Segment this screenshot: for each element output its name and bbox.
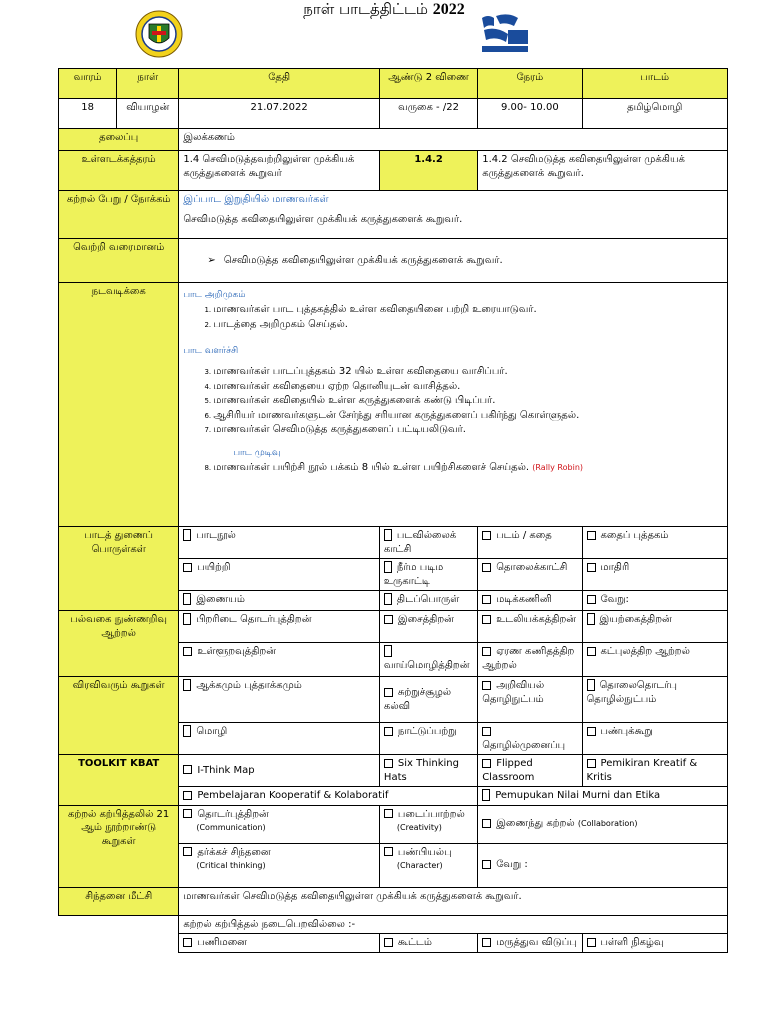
checkbox-item[interactable]: இயற்கைத்திறன்: [582, 611, 727, 643]
checkbox-icon[interactable]: [183, 529, 191, 541]
checkbox-icon[interactable]: [587, 647, 596, 656]
checkbox-item[interactable]: மொழி: [179, 723, 380, 755]
checkbox-icon[interactable]: [384, 529, 392, 541]
list-item: 7. மாணவர்கள் செவிமடுத்த கருத்துகளைப் பட்டியலிடுவர்.: [213, 423, 723, 437]
learning-standard-code: 1.4.2: [379, 151, 477, 191]
dev-title: பாட வளர்ச்சி: [183, 346, 239, 357]
checkbox-icon[interactable]: [384, 938, 393, 947]
checkbox-item[interactable]: இசைத்திறன்: [379, 611, 477, 643]
checkbox-icon[interactable]: [587, 679, 595, 691]
checkbox-icon[interactable]: [482, 531, 491, 540]
list-item: 3. மாணவர்கள் பாடப்புத்தகம் 32 யில் உள்ள கவிதையை வாசிப்பர்.: [213, 365, 723, 379]
checkbox-item[interactable]: மருத்துவ விடுப்பு: [478, 934, 582, 953]
reflection-text: மாணவர்கள் செவிமடுத்த கவிதையிலுள்ள முக்கியக் கருத்துகளைக் கூறுவர்.: [179, 887, 728, 915]
checkbox-icon[interactable]: [587, 613, 595, 625]
checkbox-item[interactable]: தர்க்கச் சிந்தனை (Critical thinking): [179, 843, 380, 887]
checkbox-icon[interactable]: [183, 647, 192, 656]
list-item: 6. ஆசிரியர் மாணவர்களுடன் சேர்ந்து சரியான கருத்துகளைப் பகிர்ந்து கொள்ளுதல்.: [213, 409, 723, 423]
reflection-label: சிந்தனை மீட்சி: [59, 887, 179, 915]
checkbox-icon[interactable]: [384, 615, 393, 624]
checkbox-item[interactable]: தொலைதொடர்பு தொழில்நுட்பம்: [582, 677, 727, 723]
checkbox-icon[interactable]: [183, 725, 191, 737]
header-date: தேதி: [179, 69, 380, 99]
checkbox-item[interactable]: வேறு:: [582, 591, 727, 611]
learning-standard: 1.4.2 செவிமடுத்த கவிதையிலுள்ள முக்கியக் கருத்துகளைக் கூறுவர்.: [478, 151, 728, 191]
school-crest-logo: [135, 10, 183, 58]
checkbox-item[interactable]: நீர்ம படிம உருகாட்டி: [379, 559, 477, 591]
checkbox-item[interactable]: I-Think Map: [179, 755, 380, 787]
checkbox-item[interactable]: நாட்டுப்பற்று: [379, 723, 477, 755]
header-year-class: ஆண்டு 2 விணை: [379, 69, 477, 99]
checkbox-item[interactable]: பாடநூல்: [179, 527, 380, 559]
checkbox-icon[interactable]: [587, 563, 596, 572]
date-value: 21.07.2022: [179, 99, 380, 129]
checkbox-item[interactable]: பிறரிடை தொடர்புத்திறன்: [179, 611, 380, 643]
checkbox-icon[interactable]: [384, 847, 393, 856]
time-value: 9.00- 10.00: [478, 99, 582, 129]
checkbox-icon[interactable]: [183, 613, 191, 625]
checkbox-icon[interactable]: [587, 759, 596, 768]
standard-label: உள்ளடக்கத்தரம்: [59, 151, 179, 191]
checkbox-icon[interactable]: [384, 593, 392, 605]
list-item: [213, 461, 723, 475]
end-steps: [183, 461, 723, 475]
intro-steps: [183, 303, 723, 331]
checkbox-icon[interactable]: [482, 938, 491, 947]
not-conducted-note: கற்றல் கற்பித்தல் நடைபெறவில்லை :-: [179, 915, 728, 934]
checkbox-icon[interactable]: [482, 819, 491, 828]
header-time: நேரம்: [478, 69, 582, 99]
checkbox-icon[interactable]: [587, 727, 596, 736]
checkbox-item[interactable]: பண்புக்கூறு: [582, 723, 727, 755]
title-tamil: நாள் பாடத்திட்டம்: [303, 0, 428, 18]
checkbox-item[interactable]: கூட்டம்: [379, 934, 477, 953]
cross-label: விரவிவரும் கூறுகள்: [59, 677, 179, 755]
intelligence-label: பல்வகை நுண்ணறிவு ஆற்றல்: [59, 611, 179, 677]
materials-label: பாடத் துணைப் பொருள்கள்: [59, 527, 179, 611]
activity-cell: [179, 283, 728, 527]
checkbox-item[interactable]: படவில்லைக் காட்சி: [379, 527, 477, 559]
checkbox-icon[interactable]: [587, 595, 596, 604]
checkbox-icon[interactable]: [384, 688, 393, 697]
checkbox-icon[interactable]: [482, 759, 491, 768]
topic-value: இலக்கணம்: [179, 129, 728, 151]
success-text: செவிமடுத்த கவிதையிலுள்ள முக்கியக் கருத்துகளைக் கூறுவர்.: [223, 254, 503, 266]
success-label: வெற்றி வரைமானம்: [59, 239, 179, 283]
content-standard: 1.4 செவிமடுத்தவற்றிலுள்ள முக்கியக் கருத்துகளைக் கூறுவர்: [179, 151, 380, 191]
checkbox-icon[interactable]: [587, 531, 596, 540]
checkbox-item[interactable]: வேறு :: [478, 843, 728, 887]
checkbox-item[interactable]: படைப்பாற்றல் (Creativity): [379, 805, 477, 843]
checkbox-item[interactable]: தொலைக்காட்சி: [478, 559, 582, 591]
objective-cell: [179, 191, 728, 239]
checkbox-icon[interactable]: [482, 789, 490, 801]
attendance-value: வருகை - /22: [379, 99, 477, 129]
end-title: பாட முடிவு: [233, 447, 281, 458]
header-subject: பாடம்: [582, 69, 727, 99]
checkbox-item[interactable]: Six Thinking Hats: [379, 755, 477, 787]
page-title: [0, 0, 768, 20]
list-item: 5. மாணவர்கள் கவிதையில் உள்ள கருத்துகளைக் கண்டு பிடிப்பர்.: [213, 394, 723, 408]
checkbox-item[interactable]: படம் / கதை: [478, 527, 582, 559]
checkbox-item[interactable]: பண்பியல்பு (Character): [379, 843, 477, 887]
list-item: 4. மாணவர்கள் கவிதையை ஏற்ற தொனியுடன் வாசித்தல்.: [213, 380, 723, 394]
c21-label: கற்றல் கற்பித்தலில் 21 ஆம் நூற்றாண்டு கூறுகள்: [59, 805, 179, 887]
checkbox-icon[interactable]: [482, 595, 491, 604]
objective-label: கற்றல் பேறு / நோக்கம்: [59, 191, 179, 239]
list-item: 1. மாணவர்கள் பாட புத்தகத்தில் உள்ள கவிதையினை பற்றி உரையாடுவர்.: [213, 303, 723, 317]
checkbox-item[interactable]: பணிமனை: [179, 934, 380, 953]
checkbox-icon[interactable]: [183, 679, 191, 691]
checkbox-item[interactable]: அறிவியல் தொழிநுட்பம்: [478, 677, 582, 723]
checkbox-icon[interactable]: [482, 615, 491, 624]
checkbox-item[interactable]: உள்ளூறவுத்திறன்: [179, 643, 380, 677]
objective-intro: இப்பாட இறுதியில் மாணவர்கள்: [183, 194, 329, 205]
checkbox-item[interactable]: Pemikiran Kreatif & Kritis: [582, 755, 727, 787]
list-item: 2. பாடத்தை அறிமுகம் செய்தல்.: [213, 318, 723, 332]
checkbox-icon[interactable]: [183, 593, 191, 605]
checkbox-item[interactable]: தொழில்முனைப்பு: [478, 723, 582, 755]
dev-steps: [183, 365, 723, 437]
topic-label: தலைப்பு: [59, 129, 179, 151]
checkbox-icon[interactable]: [183, 563, 192, 572]
checkbox-item[interactable]: இணைந்து கற்றல் (Collaboration): [478, 805, 728, 843]
arrow-bullet-icon: ➢: [207, 254, 216, 266]
checkbox-icon[interactable]: [183, 765, 192, 774]
checkbox-icon[interactable]: [384, 727, 393, 736]
checkbox-item[interactable]: மாதிரி: [582, 559, 727, 591]
checkbox-item[interactable]: மடிக்கணினி: [478, 591, 582, 611]
title-year: 2022: [432, 1, 465, 18]
header-day: நாள்: [117, 69, 179, 99]
subject-value: தமிழ்மொழி: [582, 99, 727, 129]
checkbox-item[interactable]: தொடர்புத்திறன் (Communication): [179, 805, 380, 843]
checkbox-item[interactable]: வாய்மொழித்திறன்: [379, 643, 477, 677]
objective-text: செவிமடுத்த கவிதையிலுள்ள முக்கியக் கருத்துகளைக் கூறுவர்.: [183, 213, 463, 225]
checkbox-item[interactable]: இணையம்: [179, 591, 380, 611]
checkbox-icon[interactable]: [482, 563, 491, 572]
checkbox-item[interactable]: உடலியக்கத்திறன்: [478, 611, 582, 643]
checkbox-item[interactable]: Pemupukan Nilai Murni dan Etika: [478, 787, 728, 806]
day-value: வியாழன்: [117, 99, 179, 129]
checkbox-item[interactable]: ஆக்கமும் புத்தாக்கமும்: [179, 677, 380, 723]
kbat-label: TOOLKIT KBAT: [59, 755, 179, 806]
intro-title: பாட அறிமுகம்: [183, 290, 246, 300]
checkbox-item[interactable]: ஏரண கணிதத்திற ஆற்றல்: [478, 643, 582, 677]
checkbox-icon[interactable]: [482, 727, 491, 736]
checkbox-icon[interactable]: [183, 847, 192, 856]
checkbox-item[interactable]: பயிற்றி: [179, 559, 380, 591]
checkbox-item[interactable]: பள்ளி நிகழ்வு: [582, 934, 727, 953]
checkbox-item[interactable]: கதைப் புத்தகம்: [582, 527, 727, 559]
checkbox-icon[interactable]: [482, 860, 491, 869]
activity-label: நடவடிக்கை: [59, 283, 179, 527]
end-note: (Rally Robin): [532, 462, 584, 472]
checkbox-item[interactable]: Pembelajaran Kooperatif & Kolaboratif: [179, 787, 478, 806]
checkbox-item[interactable]: கட்புலத்திற ஆற்றல்: [582, 643, 727, 677]
success-cell: [179, 239, 728, 283]
week-value: 18: [59, 99, 117, 129]
end-step-text: மாணவர்கள் பயிற்சி நூல் பக்கம் 8 யில் உள்ள பயிற்சிகளைச் செய்தல்.: [213, 461, 530, 473]
checkbox-icon[interactable]: [587, 938, 596, 947]
checkbox-item[interactable]: திடப்பொருள்: [379, 591, 477, 611]
checkbox-item[interactable]: Flipped Classroom: [478, 755, 582, 787]
checkbox-icon[interactable]: [183, 791, 192, 800]
checkbox-icon[interactable]: [384, 561, 392, 573]
checkbox-icon[interactable]: [482, 647, 491, 656]
checkbox-icon[interactable]: [384, 645, 392, 657]
checkbox-icon[interactable]: [384, 809, 393, 818]
checkbox-icon[interactable]: [384, 759, 393, 768]
checkbox-icon[interactable]: [183, 938, 192, 947]
header-week: வாரம்: [59, 69, 117, 99]
checkbox-icon[interactable]: [183, 809, 192, 818]
organisation-logo: [478, 12, 532, 56]
checkbox-item[interactable]: சுற்றுச்சூழல் கல்வி: [379, 677, 477, 723]
lesson-plan-table: [58, 68, 728, 953]
checkbox-icon[interactable]: [482, 681, 491, 690]
